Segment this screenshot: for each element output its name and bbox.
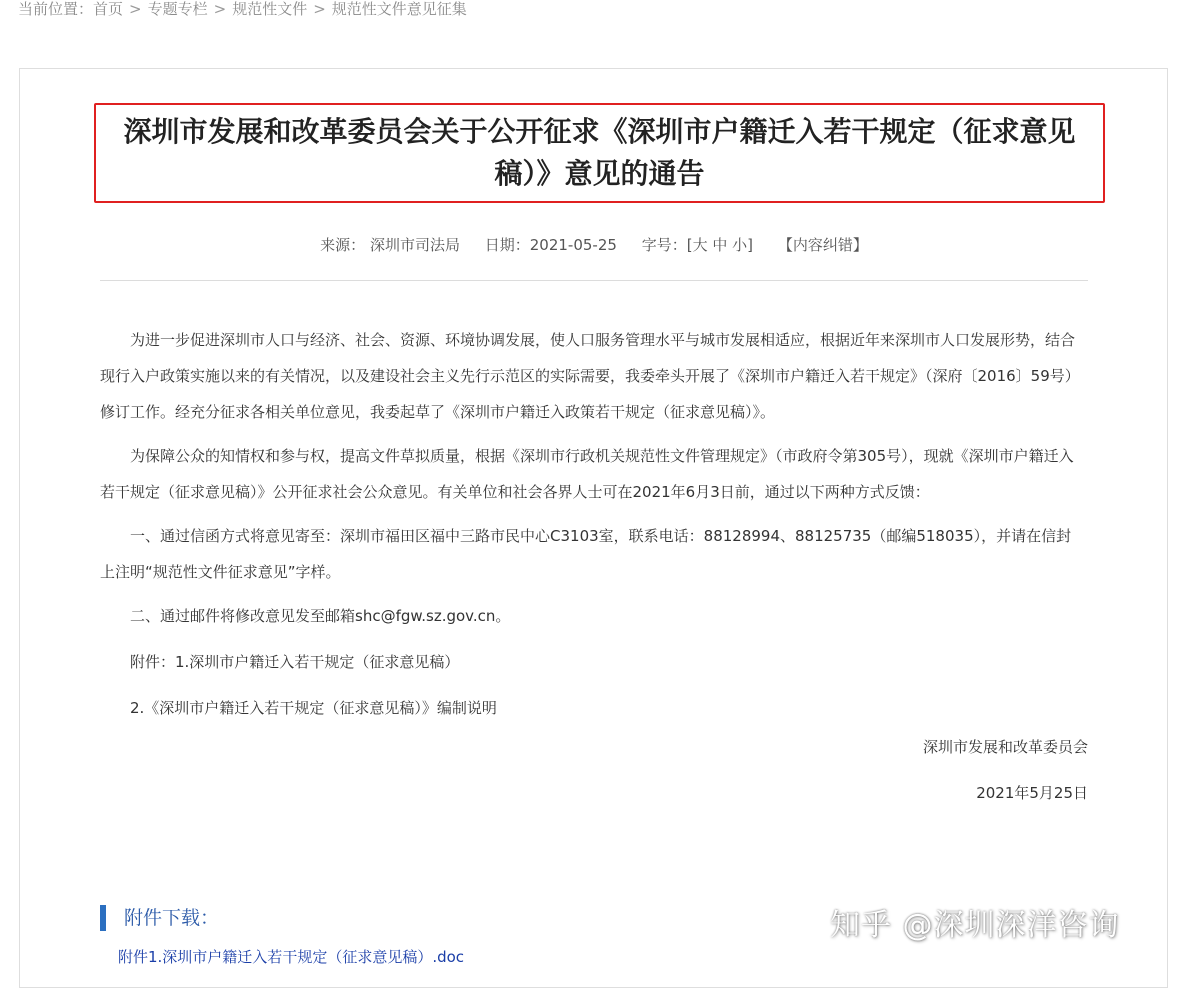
breadcrumb-consultation-link[interactable]: 规范性文件意见征集 [331,0,467,18]
font-size-prefix: 字号：[ [641,236,693,254]
body-paragraph: 为保障公众的知情权和参与权，提高文件草拟质量，根据《深圳市行政机关规范性文件管理规定》（市政府令第305号），现就《深圳市户籍迁入若干规定（征求意见稿）》公开征求社会公众意见。有关单位和社会各界人士可在2021年6月3日前，通过以下两种方式反馈： [100,447,1074,501]
article-title-box [94,103,1105,203]
breadcrumb [18,0,467,21]
error-report-link[interactable]: 【内容纠错】 [777,236,868,254]
breadcrumb-home-link[interactable]: 首页 [93,0,124,18]
signature-org: 深圳市发展和改革委员会 [922,738,1088,756]
body-paragraph: 附件：1.深圳市户籍迁入若干规定（征求意见稿） [130,653,460,671]
breadcrumb-separator: > [313,0,326,18]
attachment-download-link[interactable]: 附件1.深圳市户籍迁入若干规定（征求意见稿）.doc [118,948,465,966]
breadcrumb-topics-link[interactable]: 专题专栏 [147,0,208,18]
meta-font-size [642,236,753,254]
article-title: 深圳市发展和改革委员会关于公开征求《深圳市户籍迁入若干规定（征求意见稿）》意见的通告 [123,115,1076,190]
font-size-medium-button[interactable]: 中 [712,236,728,254]
body-paragraph: 一、通过信函方式将意见寄至：深圳市福田区福中三路市民中心C3103室，联系电话：88128994、88125735（邮编518035），并请在信封上注明“规范性文件征求意见”字样。 [100,527,1072,581]
downloads-heading: 附件下载： [100,905,219,931]
meta-date: 日期：2021-05-25 [484,236,617,254]
meta-source: 来源： 深圳市司法局 [320,236,460,254]
watermark: 知乎 @深圳深洋咨询 [830,908,1120,943]
breadcrumb-separator: > [213,0,227,18]
breadcrumb-separator: > [129,0,142,18]
body-paragraph: 2.《深圳市户籍迁入若干规定（征求意见稿）》编制说明 [130,699,497,717]
font-size-small-button[interactable]: 小 [732,236,748,254]
meta-divider [100,280,1088,281]
font-size-large-button[interactable]: 大 [692,236,708,254]
breadcrumb-prefix: 当前位置： [18,0,94,18]
body-paragraph: 为进一步促进深圳市人口与经济、社会、资源、环境协调发展，使人口服务管理水平与城市发展相适应，根据近年来深圳市人口发展形势，结合现行入户政策实施以来的有关情况，以及建设社会主义先行示范区的实际需要，我委牵头开展了《深圳市户籍迁入若干规定》（深府〔2016〕59号）修订工作。经充分征求各相关单位意见，我委起草了《深圳市户籍迁入政策若干规定（征求意见稿）》。 [100,331,1076,421]
signature-date: 2021年5月25日 [976,784,1088,802]
breadcrumb-normative-docs-link[interactable]: 规范性文件 [232,0,308,18]
article-body [100,322,1078,736]
body-paragraph: 二、通过邮件将修改意见发至邮箱shc@fgw.sz.gov.cn。 [130,607,511,625]
article-meta [100,232,1088,258]
font-size-suffix: ] [747,236,754,254]
